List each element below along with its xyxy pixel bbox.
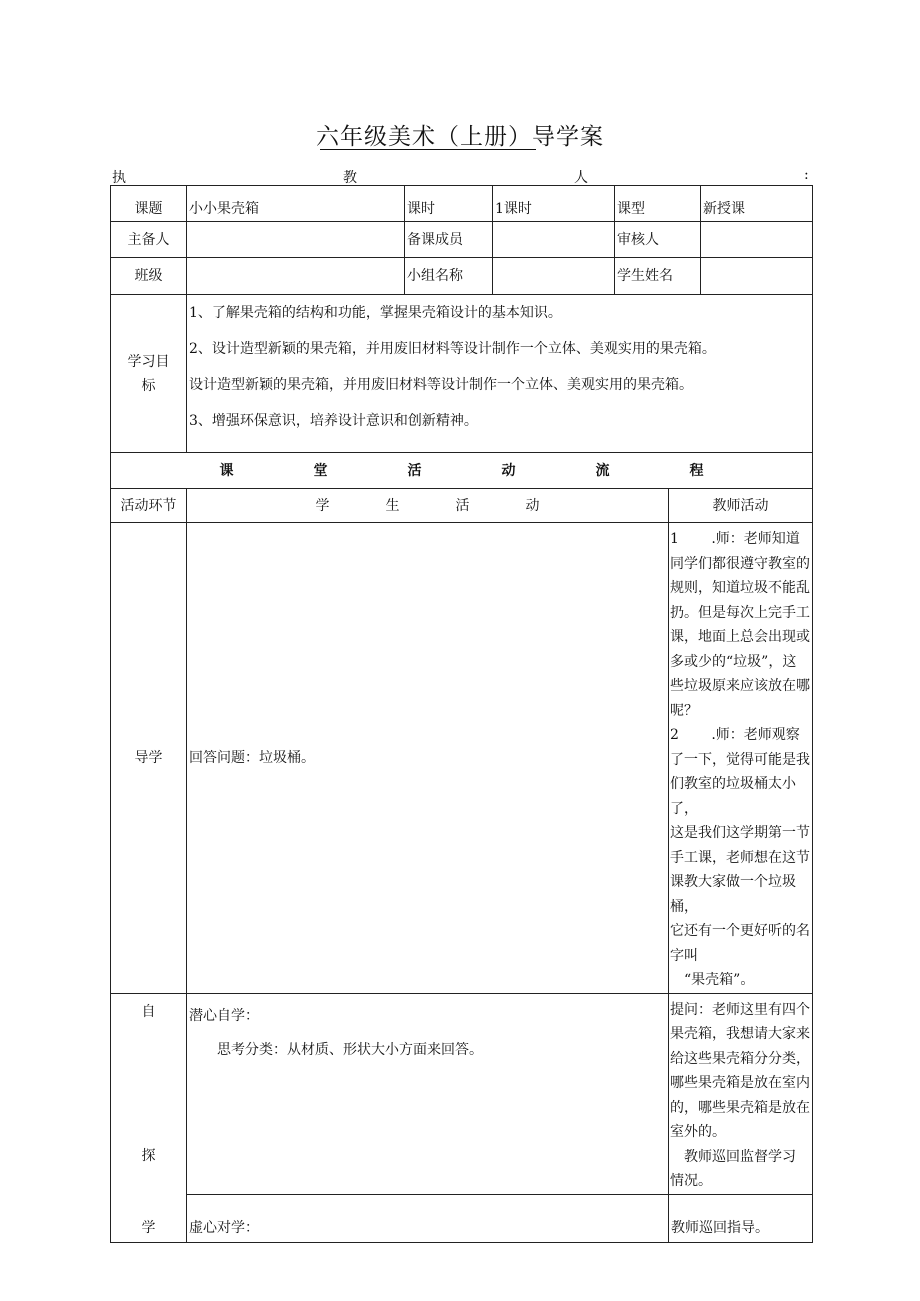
teacher-activity-guide: 1 .师：老师知道 同学们都很遵守教室的 规则，知道垃圾不能乱 扔。但是每次上完手工 课，地面上总会出现或 多或少的“垃圾”，这 些垃圾原来应该放在哪 呢？ 2 .师：老师观察 了一下，觉得可能是我 们教室的垃圾桶太小了， 这是我们这学期第一节 手工课，老师想在这节 课教大家做一个垃圾桶， 它还有一个更好听的名 字叫 “果壳箱”。 xyxy=(669,523,813,994)
stage-guide: 导学 xyxy=(111,523,187,994)
student-label: 学生姓名 xyxy=(615,258,701,295)
flow-title-char: 课 xyxy=(219,462,234,479)
flow-title xyxy=(111,453,813,489)
self-study-body: 思考分类：从材质、形状大小方面来回答。 xyxy=(217,1041,483,1058)
stage-self-study xyxy=(111,993,187,1242)
self-study-title: 潜心自学： xyxy=(189,1007,259,1024)
lesson-plan-table xyxy=(110,185,812,1243)
flow-title-char: 活 xyxy=(407,462,422,479)
student-header-char: 学 xyxy=(315,497,330,514)
stage-char: 自 xyxy=(141,1003,156,1020)
type-label: 课型 xyxy=(615,186,701,222)
col-stage-header: 活动环节 xyxy=(111,489,187,523)
student-activity-self xyxy=(187,993,669,1194)
col-teacher-header: 教师活动 xyxy=(669,489,813,523)
student-header-char: 生 xyxy=(385,497,400,514)
col-student-header xyxy=(187,489,669,523)
goals-list xyxy=(187,295,813,453)
reviewer-label: 审核人 xyxy=(615,222,701,258)
topic-value: 小小果壳箱 xyxy=(187,186,405,222)
class-value xyxy=(187,258,405,295)
reviewer-value xyxy=(701,222,813,258)
title-underline xyxy=(320,149,536,150)
student-activity-guide: 回答问题：垃圾桶。 xyxy=(187,523,669,994)
executor-line xyxy=(110,167,812,185)
period-label: 课时 xyxy=(405,186,493,222)
lead-value xyxy=(187,222,405,258)
executor-char: 执 xyxy=(112,170,126,186)
goals-label: 学习目标 xyxy=(111,295,187,453)
document-title: 六年级美术（上册）导学案 xyxy=(316,124,604,150)
group-label: 小组名称 xyxy=(405,258,493,295)
stage-char: 学 xyxy=(141,1219,156,1236)
period-value: 1课时 xyxy=(493,186,615,222)
topic-label: 课题 xyxy=(111,186,187,222)
goal-item: 3、增强环保意识，培养设计意识和创新精神。 xyxy=(189,413,478,429)
stage-char: 探 xyxy=(141,1147,156,1164)
members-label: 备课成员 xyxy=(405,222,493,258)
goal-item: 2、设计造型新颖的果壳箱，并用废旧材料等设计制作一个立体、美观实用的果壳箱。 xyxy=(189,341,716,357)
executor-char: 教 xyxy=(343,170,357,186)
student-header-char: 活 xyxy=(455,497,470,514)
executor-char: : xyxy=(804,167,809,183)
class-label: 班级 xyxy=(111,258,187,295)
student-activity-pair: 虚心对学： xyxy=(187,1194,669,1242)
student-header-char: 动 xyxy=(525,497,540,514)
flow-title-char: 流 xyxy=(595,462,610,479)
goal-item: 1、了解果壳箱的结构和功能，掌握果壳箱设计的基本知识。 xyxy=(189,305,562,321)
flow-title-char: 堂 xyxy=(313,462,328,479)
flow-title-char: 程 xyxy=(689,462,704,479)
student-value xyxy=(701,258,813,295)
lead-label: 主备人 xyxy=(111,222,187,258)
teacher-activity-pair: 教师巡回指导。 xyxy=(669,1194,813,1242)
members-value xyxy=(493,222,615,258)
group-value xyxy=(493,258,615,295)
teacher-activity-self: 提问：老师这里有四个 果壳箱，我想请大家来 给这些果壳箱分分类， 哪些果壳箱是放在室内 的，哪些果壳箱是放在 室外的。 教师巡回监督学习 情况。 xyxy=(669,993,813,1194)
goal-item: 设计造型新颖的果壳箱，并用废旧材料等设计制作一个立体、美观实用的果壳箱。 xyxy=(189,377,693,393)
type-value: 新授课 xyxy=(701,186,813,222)
executor-char: 人 xyxy=(574,170,588,186)
flow-title-char: 动 xyxy=(501,462,516,479)
